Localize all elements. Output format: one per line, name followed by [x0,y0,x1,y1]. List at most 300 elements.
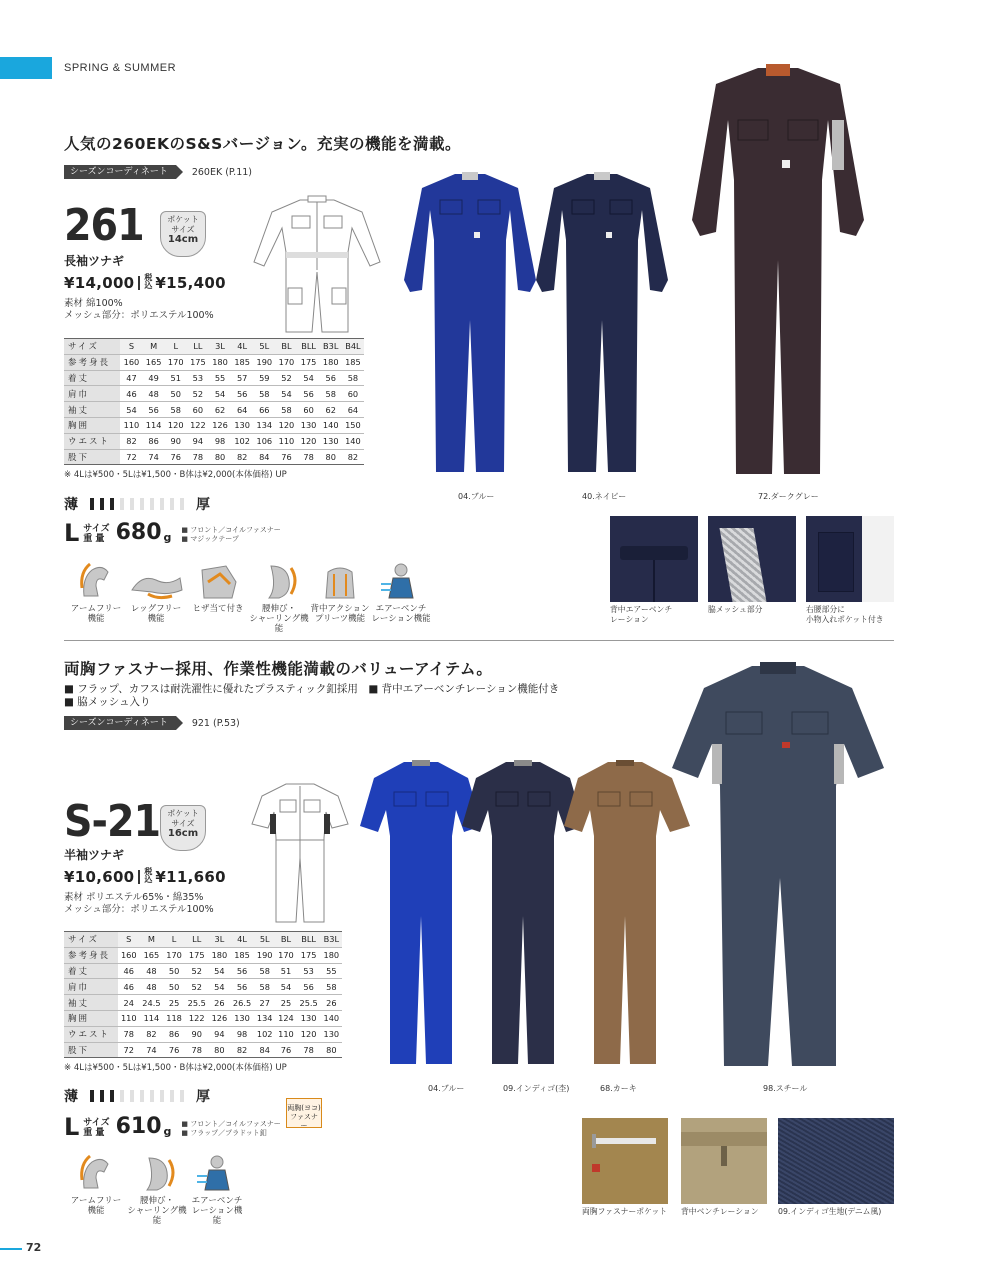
table-cell: 62 [209,402,231,418]
table-cell: 118 [163,1010,184,1026]
coordinate-ref[interactable]: 921 (P.53) [191,717,240,729]
color-label-blue: 04.ブルー [428,1084,465,1093]
function-back-pleats: 背中アクション プリーツ機能 [310,560,370,624]
coverall-photo-darkgray [688,60,868,480]
weight-block: L サイズ 重 量 680 g ■ フロント／コイルファスナー ■ マジックテープ [64,519,281,547]
back-pleats-icon [318,560,362,600]
table-cell: 175 [187,354,209,370]
thickness-block-empty [170,498,174,510]
size-letter: L [64,1113,80,1141]
table-cell: 52 [275,370,297,386]
pocket-size-badge: ポケット サイズ 16cm [160,805,206,851]
price: ¥10,600 [64,868,135,886]
size-header-row [64,339,364,355]
section1-coordinate [64,165,252,179]
row-label: 袖丈 [64,995,118,1011]
table-cell: BL [275,932,296,948]
table-cell: 3L [209,932,230,948]
shortsleeve-photo-steel [668,658,888,1074]
size-table-261 [64,338,364,465]
section2-bullets: ■ フラップ、カフスは耐洗濯性に優れたプラスティック釦採用 ■ 背中エアーベンチレーション機能付き ■ 脇メッシュ入り [64,683,560,708]
table-cell: 54 [209,979,230,995]
material: 素材 綿100% メッシュ部分：ポリエステル100% [64,298,214,321]
table-cell: 106 [253,433,275,449]
color-label-navy: 40.ネイビー [582,492,627,501]
table-cell: 180 [209,354,231,370]
thickness-block-empty [180,1090,184,1102]
table-cell: 50 [163,979,184,995]
color-label-blue: 04.ブルー [458,492,495,501]
row-label: 袖丈 [64,402,120,418]
table-cell: LL [185,932,209,948]
table-cell: 72 [118,1042,139,1058]
coordinate-tag: シーズンコーディネート [64,165,176,179]
technical-drawing-shortsleeve [250,778,350,928]
row-label: サイズ [64,339,120,355]
section2-coordinate [64,716,240,730]
garment-shape [672,666,884,1066]
arm-free-icon [74,560,118,600]
color-label-khaki: 68.カーキ [600,1084,637,1093]
table-cell: B4L [342,339,364,355]
product-name: 半袖ツナギ [64,848,125,862]
technical-drawing-longsleeve [252,192,382,340]
table-cell: 25.5 [297,995,321,1011]
table-cell: 50 [163,963,184,979]
thin-label: 薄 [64,497,78,513]
function-air-ventilation: エアーベンチ レーション機能 [188,1152,246,1226]
table-cell: 170 [275,354,297,370]
table-cell: 48 [139,963,163,979]
table-cell: L [163,932,184,948]
row-label: 股下 [64,1042,118,1058]
detail-indigo-fabric: 09.インディゴ生地(デニム風) [778,1118,894,1217]
table-cell: 126 [209,417,231,433]
table-cell: B3L [321,932,342,948]
arm-free-icon [74,1152,118,1192]
page-number-line [0,1248,22,1250]
thickness-block-filled [110,1090,114,1102]
table-cell: 62 [320,402,342,418]
table-cell: 110 [275,433,297,449]
table-cell: 24.5 [139,995,163,1011]
thickness-block-empty [170,1090,174,1102]
row-label: 胸囲 [64,417,120,433]
table-row [64,433,364,449]
table-cell: S [118,932,139,948]
price-row [64,274,226,292]
table-cell: 49 [143,370,165,386]
table-cell: 185 [230,947,254,963]
table-cell: 60 [342,386,364,402]
table-cell: 51 [275,963,296,979]
table-cell: 175 [297,947,321,963]
table-cell: 4L [231,339,253,355]
table-row [64,354,364,370]
table-cell: 52 [187,386,209,402]
section-divider [64,640,894,641]
table-cell: 134 [254,1010,275,1026]
thickness-block-filled [100,498,104,510]
table-cell: 82 [230,1042,254,1058]
row-label: 着丈 [64,963,118,979]
table-cell: 25 [163,995,184,1011]
table-cell: 51 [165,370,187,386]
thickness-scale [64,1086,210,1106]
thickness-block-filled [100,1090,104,1102]
season-label: SPRING & SUMMER [64,62,177,74]
table-cell: 80 [321,1042,342,1058]
table-cell: 130 [298,417,320,433]
table-cell: 60 [187,402,209,418]
table-cell: 102 [231,433,253,449]
thickness-block-empty [140,1090,144,1102]
knee-pad-icon [196,560,240,600]
table-cell: 58 [253,386,275,402]
thickness-block-empty [160,498,164,510]
table-row [64,417,364,433]
table-cell: 52 [185,963,209,979]
table-cell: 180 [209,947,230,963]
model-number: S-21 [64,796,161,847]
table-cell: 120 [275,417,297,433]
table-cell: 5L [254,932,275,948]
table-cell: M [139,932,163,948]
leg-free-icon [128,560,184,600]
table-cell: 56 [230,963,254,979]
table-cell: 55 [209,370,231,386]
table-cell: 120 [298,433,320,449]
table-cell: 46 [120,386,142,402]
table-cell: 58 [275,402,297,418]
detail-back-vent: 背中エアーベンチ レーション [610,516,698,624]
table-cell: 140 [321,1010,342,1026]
size-header-row [64,932,342,948]
table-cell: 59 [253,370,275,386]
table-cell: 47 [120,370,142,386]
waist-shirring-icon [135,1152,179,1192]
table-row [64,979,342,995]
table-cell: 130 [230,1010,254,1026]
table-cell: 80 [209,449,231,465]
table-cell: 130 [231,417,253,433]
table-cell: BLL [297,932,321,948]
table-cell: 185 [231,354,253,370]
table-cell: 24 [118,995,139,1011]
table-row [64,963,342,979]
table-row [64,1026,342,1042]
table-cell: 54 [120,402,142,418]
table-cell: 58 [320,386,342,402]
table-cell: 90 [165,433,187,449]
table-cell: 54 [209,963,230,979]
table-cell: 56 [230,979,254,995]
thickness-block-filled [90,498,94,510]
table-cell: 46 [118,979,139,995]
table-cell: 74 [139,1042,163,1058]
table-cell: 58 [342,370,364,386]
table-cell: 72 [120,449,142,465]
table-cell: 56 [143,402,165,418]
table-cell: 185 [342,354,364,370]
table-cell: 60 [298,402,320,418]
section-tab-marker [0,57,52,79]
table-cell: 76 [165,449,187,465]
table-row [64,995,342,1011]
table-cell: 26.5 [230,995,254,1011]
function-leg-free: レッグフリー 機能 [128,560,184,624]
thickness-block-filled [110,498,114,510]
table-cell: 160 [118,947,139,963]
table-cell: 54 [298,370,320,386]
table-cell: 180 [321,947,342,963]
table-cell: 78 [118,1026,139,1042]
table-cell: 82 [231,449,253,465]
table-row [64,1010,342,1026]
row-label: 着丈 [64,370,120,386]
thickness-block-empty [150,498,154,510]
row-label: 股下 [64,449,120,465]
table-cell: 58 [254,979,275,995]
table-row [64,370,364,386]
garment-shape [536,174,668,472]
table-cell: 175 [185,947,209,963]
thickness-block-filled [90,1090,94,1102]
table-cell: 58 [165,402,187,418]
table-cell: 80 [209,1042,230,1058]
table-cell: 140 [342,433,364,449]
table-cell: B3L [320,339,342,355]
table-cell: 56 [298,386,320,402]
table-cell: 56 [320,370,342,386]
double-chest-zipper-badge: 両胸(ヨコ) ファスナー [286,1098,322,1128]
weight-value: 610 [115,1114,162,1139]
table-cell: 56 [231,386,253,402]
thickness-block-empty [120,1090,124,1102]
price-tax: ¥15,400 [155,274,226,292]
table-cell: 25.5 [185,995,209,1011]
table-cell: 94 [209,1026,230,1042]
table-cell: 5L [253,339,275,355]
page-number: 72 [26,1241,42,1254]
price-row [64,868,226,886]
table-cell: M [143,339,165,355]
coverall-photo-blue [400,170,540,480]
coverall-photo-navy [532,170,672,480]
table-cell: 26 [209,995,230,1011]
thickness-block-empty [120,498,124,510]
table-cell: 170 [163,947,184,963]
table-cell: 82 [139,1026,163,1042]
table-cell: 53 [297,963,321,979]
thickness-scale [64,494,210,514]
row-label: 肩巾 [64,979,118,995]
weight-value: 680 [115,520,162,545]
table-row [64,449,364,465]
table-cell: 175 [298,354,320,370]
table-cell: 82 [342,449,364,465]
thickness-block-empty [140,498,144,510]
table-cell: 54 [275,979,296,995]
row-label: ウエスト [64,1026,118,1042]
row-label: サイズ [64,932,118,948]
function-arm-free: アームフリー 機能 [68,560,124,624]
model-number: 261 [64,200,144,251]
table-cell: 82 [120,433,142,449]
table-cell: L [165,339,187,355]
tax-label: 税込 [144,273,153,290]
price-tax: ¥11,660 [155,868,226,886]
table-cell: 3L [209,339,231,355]
thick-label: 厚 [196,497,210,513]
table-cell: 120 [297,1026,321,1042]
size-letter: L [64,519,80,547]
table-row [64,402,364,418]
function-arm-free: アームフリー 機能 [68,1152,124,1216]
table-cell: 58 [254,963,275,979]
table-row [64,947,342,963]
function-waist-shirring: 腰伸び・ シャーリング機能 [247,560,311,634]
table-cell: 57 [231,370,253,386]
table-cell: 56 [297,979,321,995]
thin-label: 薄 [64,1089,78,1105]
table-cell: 55 [321,963,342,979]
table-cell: 130 [321,1026,342,1042]
thickness-block-empty [130,1090,134,1102]
table-cell: 114 [139,1010,163,1026]
detail-waist-pocket: 右腰部分に 小物入れポケット付き [806,516,894,624]
table-cell: 165 [139,947,163,963]
table-cell: 76 [275,1042,296,1058]
table-cell: 52 [185,979,209,995]
table-cell: 110 [275,1026,296,1042]
row-label: ウエスト [64,433,120,449]
thick-label: 厚 [196,1089,210,1105]
table-cell: 25 [275,995,296,1011]
table-cell: S [120,339,142,355]
size-table-s21 [64,931,342,1058]
table-row [64,386,364,402]
table-cell: 86 [163,1026,184,1042]
table-cell: 170 [275,947,296,963]
table-cell: 140 [320,417,342,433]
table-cell: 76 [275,449,297,465]
material: 素材 ポリエステル65%・綿35% メッシュ部分：ポリエステル100% [64,892,214,915]
row-label: 肩巾 [64,386,120,402]
table-cell: 53 [187,370,209,386]
table-cell: 66 [253,402,275,418]
table-cell: 64 [231,402,253,418]
fastener-list: ■ フロント／コイルファスナー ■ マジックテープ [181,526,281,543]
coordinate-tag: シーズンコーディネート [64,716,176,730]
row-label: 参考身長 [64,947,118,963]
size-note: ※ 4Lは¥500・5Lは¥1,500・B体は¥2,000(本体価格) UP [64,470,287,480]
table-cell: 4L [230,932,254,948]
table-cell: 102 [254,1026,275,1042]
table-cell: 150 [342,417,364,433]
table-cell: 122 [185,1010,209,1026]
table-cell: 76 [163,1042,184,1058]
table-cell: 46 [118,963,139,979]
detail-chest-zip-pocket: 両胸ファスナーポケット [582,1118,668,1217]
color-label-indigo: 09.インディゴ(杢) [503,1084,570,1093]
garment-shape [404,174,536,472]
table-cell: 50 [165,386,187,402]
detail-side-mesh: 脇メッシュ部分 [708,516,796,615]
table-cell: 78 [185,1042,209,1058]
size-note: ※ 4Lは¥500・5Lは¥1,500・B体は¥2,000(本体価格) UP [64,1063,287,1073]
table-cell: 86 [143,433,165,449]
table-cell: 110 [118,1010,139,1026]
table-cell: 26 [321,995,342,1011]
table-cell: 64 [342,402,364,418]
table-cell: 94 [187,433,209,449]
table-cell: 110 [120,417,142,433]
fastener-list: ■ フロント／コイルファスナー ■ フラップ／プラドット釦 [181,1120,281,1137]
table-cell: 84 [254,1042,275,1058]
thickness-block-empty [180,498,184,510]
table-cell: 160 [120,354,142,370]
table-cell: 27 [254,995,275,1011]
weight-block: L サイズ 重 量 610 g ■ フロント／コイルファスナー ■ フラップ／プラドット釦 [64,1113,281,1141]
table-cell: 122 [187,417,209,433]
table-cell: BL [275,339,297,355]
table-cell: 78 [298,449,320,465]
table-cell: 126 [209,1010,230,1026]
table-cell: BLL [298,339,320,355]
thickness-block-empty [150,1090,154,1102]
pocket-size-badge: ポケット サイズ 14cm [160,211,206,257]
thickness-block-empty [160,1090,164,1102]
table-cell: 170 [165,354,187,370]
table-cell: 58 [321,979,342,995]
coordinate-ref[interactable]: 260EK (P.11) [191,166,252,178]
table-cell: 54 [275,386,297,402]
price: ¥14,000 [64,274,135,292]
tax-label: 税込 [144,867,153,884]
section2-headline: 両胸ファスナー採用、作業性機能満載のバリューアイテム。 [64,660,493,678]
function-knee-pad: ヒザ当て付き [190,560,246,614]
waist-shirring-icon [257,560,301,600]
color-label-darkgray: 72.ダークグレー [758,492,819,501]
table-cell: 130 [297,1010,321,1026]
table-cell: LL [187,339,209,355]
table-cell: 190 [254,947,275,963]
section1-headline: 人気の260EKのS&Sバージョン。充実の機能を満載。 [64,135,461,153]
table-cell: 74 [143,449,165,465]
table-cell: 80 [320,449,342,465]
table-row [64,1042,342,1058]
table-cell: 190 [253,354,275,370]
product-name: 長袖ツナギ [64,254,125,268]
air-ventilation-icon [195,1152,239,1192]
table-cell: 78 [297,1042,321,1058]
row-label: 胸囲 [64,1010,118,1026]
air-ventilation-icon [379,560,423,600]
table-cell: 78 [187,449,209,465]
row-label: 参考身長 [64,354,120,370]
table-cell: 130 [320,433,342,449]
color-label-steel: 98.スチール [763,1084,808,1093]
table-cell: 84 [253,449,275,465]
table-cell: 134 [253,417,275,433]
table-cell: 114 [143,417,165,433]
thickness-block-empty [130,498,134,510]
detail-back-vent: 背中ベンチレーション [681,1118,767,1217]
table-cell: 48 [139,979,163,995]
table-cell: 180 [320,354,342,370]
function-air-ventilation: エアーベンチ レーション機能 [370,560,432,624]
